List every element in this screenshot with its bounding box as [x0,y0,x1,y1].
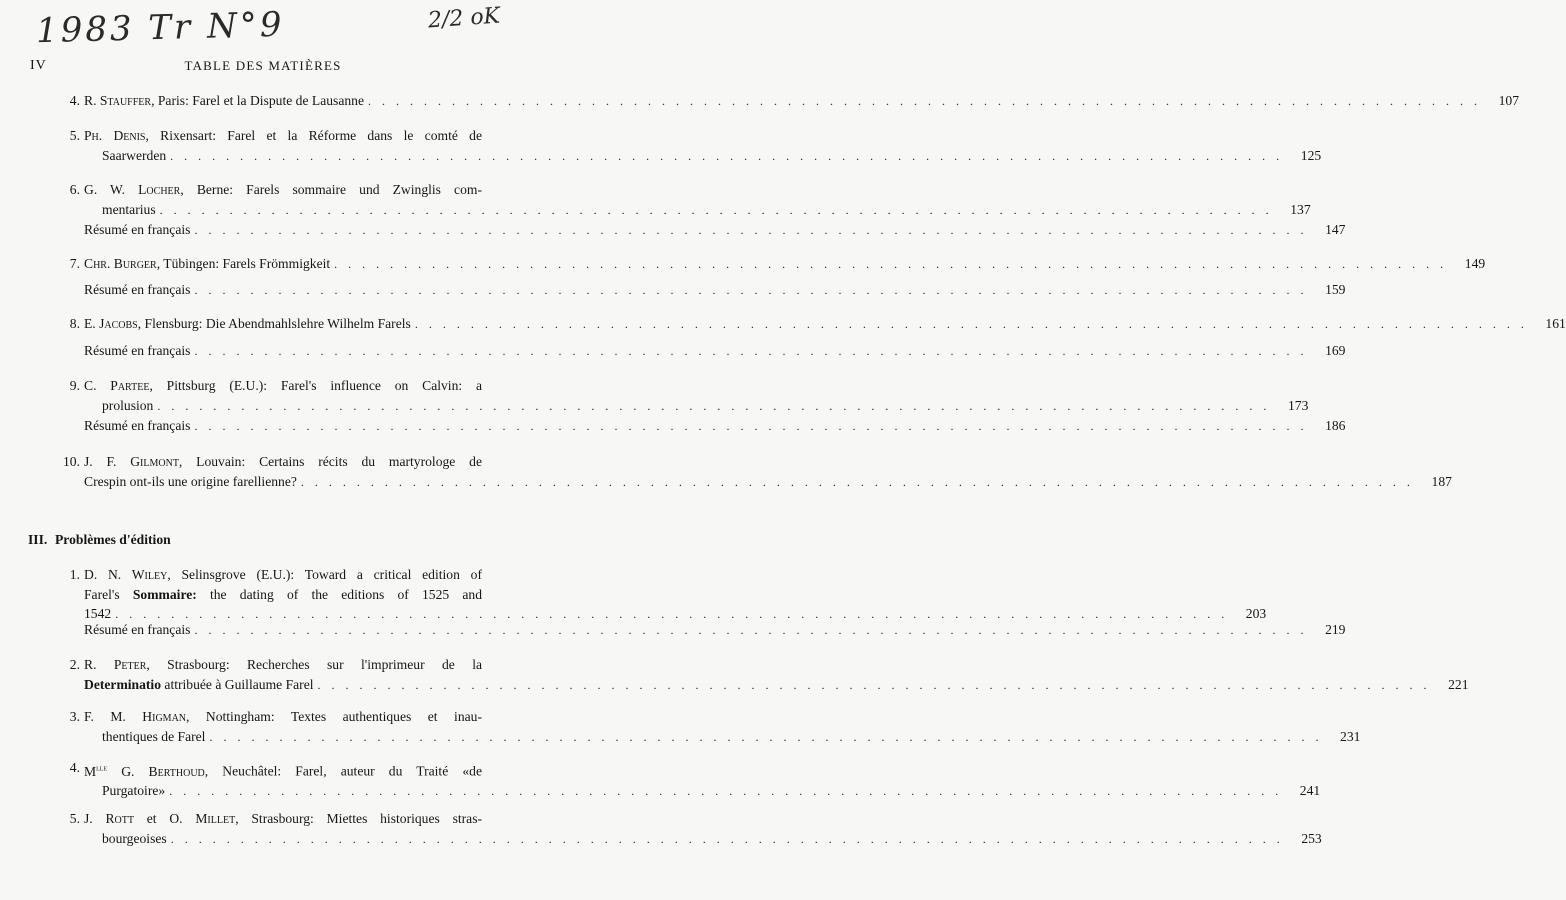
entry-line [84,452,482,472]
toc-entry [69,707,1361,747]
entry-author: Chr. Burger [84,256,157,271]
dot-leader: . . . . . . . . . . . . . . . . . . . . . . . . . . . . . . . . . . . . . . . . . . . . . . . . . . . . . . . . . . . . . . . . . . . . . . . . . . . . . . . . [194,283,1308,297]
entry-number: 7. [69,256,80,271]
entry-line [84,341,1346,362]
resume-line [84,220,1346,241]
entry-line [84,472,1452,493]
dot-leader: . . . . . . . . . . . . . . . . . . . . . . . . . . . . . . . . . . . . . . . . . . . . . . . . . . . . . . . . . . . . . . . . . . . . . . . . . . . . . . . . [194,623,1308,637]
entry-number: 10. [63,454,80,469]
dot-leader: . . . . . . . . . . . . . . . . . . . . . . . . . . . . . . . . . . . . . . . . . . . . . . . . . . . . . . . . . . . . . . . . . . . . . . . . . . . . . . . . [194,419,1308,433]
dot-leader: . . . . . . . . . . . . . . . . . . . . . . . . . . . . . . . . . . . . . . . . . . . . . . . . . . . . . . . . . . . . . . . . . . . . . . . . . . . . . . . . [414,317,1528,331]
section-heading [28,532,171,548]
entry-line [84,655,482,675]
entry-title: , Berne: Farels sommaire und Zwinglis com- [180,182,482,197]
dot-leader: . . . . . . . . . . . . . . . . . . . . . . . . . . . . . . . . . . . . . . . . . . . . . . . . . . . . . . . . . . . . . . . . . . . . . . . . . . . . . . . . [170,831,1284,846]
entry-line [84,91,1519,112]
entry-number: 4. [69,760,80,775]
page-title: TABLE DES MATIÈRES [184,58,342,73]
entry-title-cont: the dating of the editions of 1525 and [196,586,482,602]
resume-page: 147 [1325,222,1346,237]
entry-title-cont: Farel's [84,586,133,602]
entry-title-cont: 1542 [84,606,112,621]
dot-leader: . . . . . . . . . . . . . . . . . . . . . . . . . . . . . . . . . . . . . . . . . . . . . . . . . . . . . . . . . . . . . . . . . . . . . . . . . . . . . . . . [170,148,1284,163]
toc-entry [69,655,1469,695]
section-number: III. [28,532,48,547]
entry-page: 137 [1290,201,1311,217]
entry-line [84,707,482,727]
entry-title-cont: thentiques de Farel [102,728,206,744]
resume-page: 219 [1325,622,1346,637]
entry-page: 161 [1545,316,1566,331]
toc-entry [69,254,1486,275]
entry-line [84,126,482,146]
resume-page: 159 [1325,282,1346,297]
resume-page: 169 [1325,343,1346,358]
entry-title: , Pittsburg (E.U.): Farel's influence on Calvin: a [149,378,482,393]
entry-line [84,675,1469,696]
toc-entry [69,809,1322,849]
toc-entry [69,180,1311,220]
resume-label: Résumé en français [84,282,191,297]
entry-line [84,280,1346,301]
entry-line [84,396,1309,417]
entry-title: , Nottingham: Textes authentiques et inau- [186,709,482,724]
toc-entry [69,376,1309,416]
toc-entry [69,91,1519,112]
dot-leader: . . . . . . . . . . . . . . . . . . . . . . . . . . . . . . . . . . . . . . . . . . . . . . . . . . . . . . . . . . . . . . . . . . . . . . . . . . . . . . . . [334,257,1448,271]
entry-number: 5. [69,811,80,826]
entry-number: 9. [69,378,80,393]
entry-line [84,254,1486,275]
toc-entry [69,314,1566,335]
entry-number: 8. [69,316,80,331]
entry-author: Ph. Denis [84,128,146,143]
entry-author: D. N. Wiley [84,567,168,582]
dot-leader: . . . . . . . . . . . . . . . . . . . . . . . . . . . . . . . . . . . . . . . . . . . . . . . . . . . . . . . . . . . . . . . . . . . . . . . . . . . . . . . . [194,223,1308,237]
entry-title: , Strasbourg: Miettes historiques stras- [235,811,483,826]
entry-title-mid: et [133,811,170,826]
entry-page: 231 [1340,728,1361,744]
entry-line [84,200,1311,221]
toc-entry [69,565,1267,625]
entry-author: O. Millet [169,811,236,826]
entry-title: , Flensburg: Die Abendmahlslehre Wilhelm Farels [137,316,411,331]
toc-entry [69,126,1322,166]
entry-line [84,180,482,200]
entry-title-cont: Crespin ont-ils une origine farellienne? [84,473,297,489]
entry-line [84,416,1346,437]
entry-number: 6. [69,182,80,197]
entry-title-bold: Sommaire: [132,586,197,602]
page-number: IV [30,58,47,73]
entry-title-cont: Saarwerden [102,147,167,163]
entry-number: 1. [69,567,80,582]
entry-title: , Rixensart: Farel et la Réforme dans le comté de [145,128,482,143]
entry-page: 173 [1287,397,1309,413]
dot-leader: . . . . . . . . . . . . . . . . . . . . . . . . . . . . . . . . . . . . . . . . . . . . . . . . . . . . . . . . . . . . . . . . . . . . . . . . . . . . . . . . [368,94,1481,108]
entry-title: , Neuchâtel: Farel, auteur du Traité «de [204,763,482,779]
resume-label: Résumé en français [84,222,191,237]
entry-line [84,376,482,396]
resume-label: Résumé en français [84,343,191,358]
resume-line [84,620,1346,641]
entry-title: , Louvain: Certains récits du martyrologe de [178,454,482,469]
section-title: Problèmes d'édition [55,532,171,547]
dot-leader: . . . . . . . . . . . . . . . . . . . . . . . . . . . . . . . . . . . . . . . . . . . . . . . . . . . . . . . . . . . . . . . . . . . . . . . . . . . . . . . . [157,398,1271,413]
resume-page: 186 [1325,418,1346,433]
entry-number: 5. [69,128,80,143]
entry-line [84,565,482,585]
entry-page: 253 [1301,830,1322,846]
entry-number: 4. [69,93,80,108]
entry-line [84,829,1322,850]
entry-line [84,758,482,781]
entry-line [84,727,1361,748]
entry-line [84,781,1321,802]
entry-number: 2. [69,657,80,672]
handwritten-annotation: 1983 Tr N°9 [35,4,285,52]
entry-page: 187 [1431,473,1452,489]
entry-author: C. Partee [84,378,150,393]
entry-title: , Strasbourg: Recherches sur l'imprimeur de la [146,657,483,672]
entry-page: 241 [1299,783,1321,799]
resume-line [84,416,1346,437]
entry-line [84,620,1346,641]
entry-page: 149 [1464,256,1486,271]
entry-title: , Selinsgrove (E.U.): Toward a critical edition of [167,567,482,582]
entry-author: $M^{lle}$ G. Berthoud [84,762,205,779]
entry-title-cont: Purgatoire» [102,783,166,799]
entry-author: J. Rott [84,811,134,826]
entry-line [84,585,482,605]
entry-line [84,314,1566,335]
toc-entry [63,452,1452,492]
entry-title-cont: prolusion [102,397,154,413]
entry-author: R. Peter [84,657,147,672]
entry-title-bold: Determinatio [84,676,162,692]
dot-leader: . . . . . . . . . . . . . . . . . . . . . . . . . . . . . . . . . . . . . . . . . . . . . . . . . . . . . . . . . . . . . . . . . . . . . . . . . . . . . . . . [209,729,1323,744]
entry-title: , Tübingen: Farels Frömmigkeit [156,256,331,271]
entry-author: R. Stauffer [84,93,152,108]
entry-author: J. F. Gilmont [84,454,179,469]
entry-title: , Paris: Farel et la Dispute de Lausanne [151,93,364,108]
resume-line [84,341,1346,362]
dot-leader: . . . . . . . . . . . . . . . . . . . . . . . . . . . . . . . . . . . . . . . . . . . . . . . . . . . . . . . . . . . . . . . . . . . . . . . . . . . . . . . . [115,607,1229,621]
entry-author: F. M. Higman [84,709,187,724]
entry-title-cont: bourgeoises [102,830,167,846]
dot-leader: . . . . . . . . . . . . . . . . . . . . . . . . . . . . . . . . . . . . . . . . . . . . . . . . . . . . . . . . . . . . . . . . . . . . . . . . . . . . . . . . [317,677,1431,692]
handwritten-annotation-right: 2/2 oK [427,3,501,34]
entry-page: 107 [1498,93,1519,108]
entry-line [84,146,1322,167]
resume-label: Résumé en français [84,622,191,637]
entry-page: 221 [1448,676,1469,692]
entry-author: G. W. Locher [84,182,181,197]
entry-author: E. Jacobs [84,316,138,331]
dot-leader: . . . . . . . . . . . . . . . . . . . . . . . . . . . . . . . . . . . . . . . . . . . . . . . . . . . . . . . . . . . . . . . . . . . . . . . . . . . . . . . . [300,474,1414,489]
entry-number: 3. [69,709,80,724]
toc-entry [69,758,1321,802]
entry-page: 203 [1245,606,1267,621]
dot-leader: . . . . . . . . . . . . . . . . . . . . . . . . . . . . . . . . . . . . . . . . . . . . . . . . . . . . . . . . . . . . . . . . . . . . . . . . . . . . . . . . [159,202,1273,217]
entry-page: 125 [1300,147,1322,163]
dot-leader: . . . . . . . . . . . . . . . . . . . . . . . . . . . . . . . . . . . . . . . . . . . . . . . . . . . . . . . . . . . . . . . . . . . . . . . . . . . . . . . . [194,344,1308,358]
dot-leader: . . . . . . . . . . . . . . . . . . . . . . . . . . . . . . . . . . . . . . . . . . . . . . . . . . . . . . . . . . . . . . . . . . . . . . . . . . . . . . . . [169,784,1283,799]
entry-title-cont: mentarius [102,201,156,217]
resume-label: Résumé en français [84,418,191,433]
entry-title-cont: attribuée à Guillaume Farel [161,676,314,692]
entry-line [84,809,482,829]
resume-line [84,280,1346,301]
entry-line [84,220,1346,241]
